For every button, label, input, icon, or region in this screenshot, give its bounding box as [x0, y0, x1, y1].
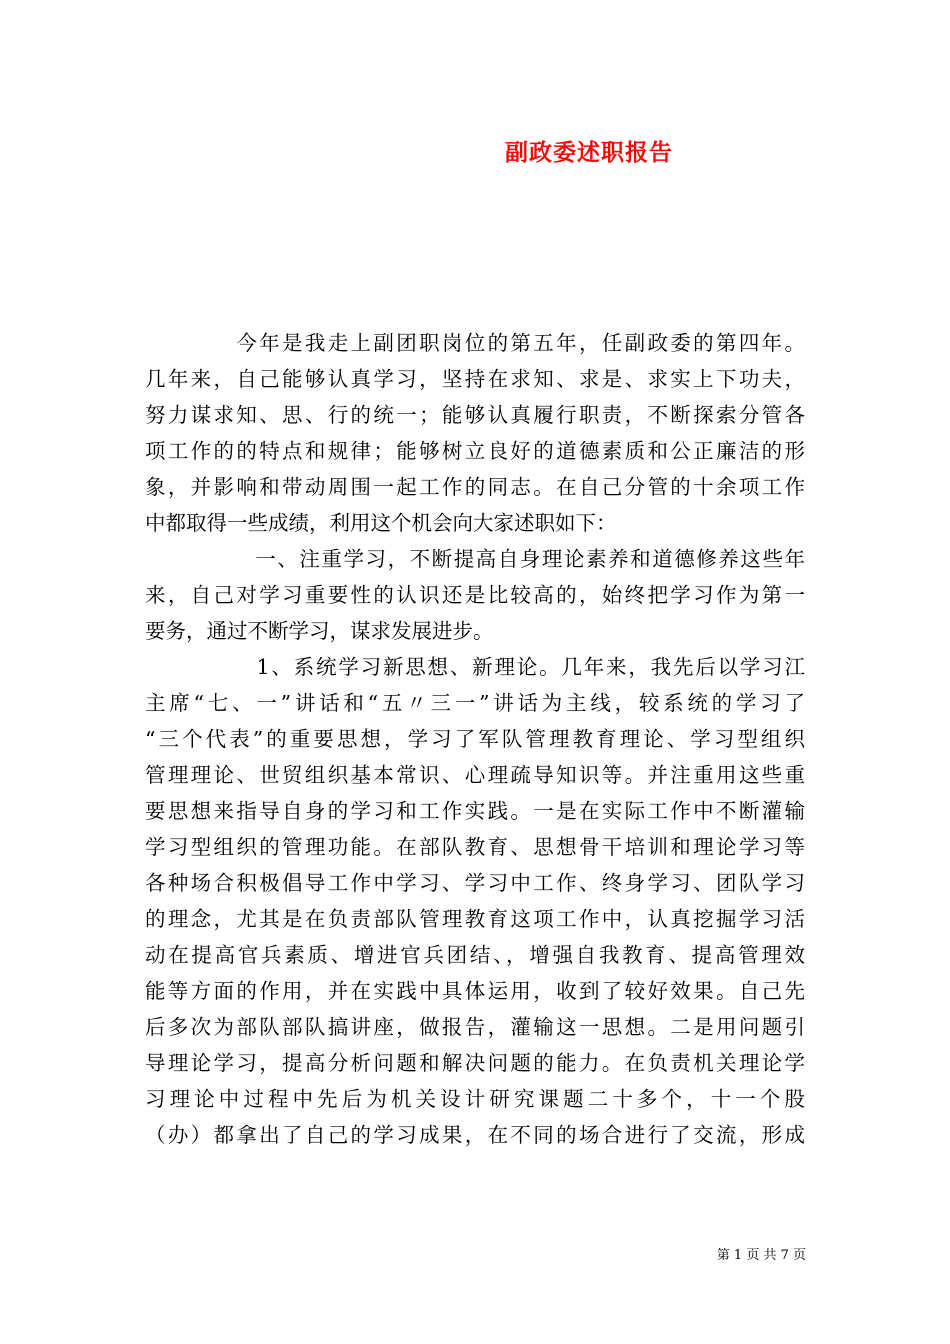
text-line: “三个代表”的重要思想，学习了军队管理教育理论、学习型组织	[145, 727, 805, 751]
text-line: 学习型组织的管理功能。在部队教育、思想骨干培训和理论学习等	[145, 835, 805, 859]
text-line: 1、系统学习新思想、新理论。几年来，我先后以学习江	[145, 655, 805, 679]
text-line: 的理念，尤其是在负责部队管理教育这项工作中，认真挖掘学习活	[145, 907, 805, 931]
text-line: 要思想来指导自身的学习和工作实践。一是在实际工作中不断灌输	[145, 799, 805, 823]
text-line: 中都取得一些成绩，利用这个机会向大家述职如下：	[145, 511, 617, 535]
text-line: 努力谋求知、思、行的统一；能够认真履行职责，不断探索分管各	[145, 403, 805, 427]
text-line: 导理论学习，提高分析问题和解决问题的能力。在负责机关理论学	[145, 1051, 805, 1075]
text-line: 今年是我走上副团职岗位的第五年，任副政委的第四年。	[145, 331, 805, 355]
text-line: 要务，通过不断学习，谋求发展进步。	[145, 619, 494, 643]
text-line: 管理理论、世贸组织基本常识、心理疏导知识等。并注重用这些重	[145, 763, 805, 787]
text-line: 能等方面的作用，并在实践中具体运用，收到了较好效果。自己先	[145, 979, 805, 1003]
text-line: 象，并影响和带动周围一起工作的同志。在自己分管的十余项工作	[145, 475, 805, 499]
text-line: 来，自己对学习重要性的认识还是比较高的，始终把学习作为第一	[145, 583, 805, 607]
document-title: 副政委述职报告	[505, 139, 673, 166]
text-line: 一、注重学习，不断提高自身理论素养和道德修养这些年	[145, 547, 805, 571]
text-line: 各种场合积极倡导工作中学习、学习中工作、终身学习、团队学习	[145, 871, 805, 895]
document-body	[145, 325, 805, 1153]
text-line: 主席“七、一”讲话和“五〃三一”讲话为主线，较系统的学习了	[145, 691, 805, 715]
text-line: 几年来，自己能够认真学习，坚持在求知、求是、求实上下功夫，	[145, 367, 805, 391]
text-line: 项工作的的特点和规律；能够树立良好的道德素质和公正廉洁的形	[145, 439, 805, 463]
text-line: 动在提高官兵素质、增进官兵团结、，增强自我教育、提高管理效	[145, 943, 805, 967]
text-line: 后多次为部队部队搞讲座，做报告，灌输这一思想。二是用问题引	[145, 1015, 805, 1039]
page-number-footer: 第 1 页 共 7 页	[716, 1248, 806, 1263]
text-line: 习理论中过程中先后为机关设计研究课题二十多个，十一个股	[145, 1087, 805, 1111]
text-line: （办）都拿出了自己的学习成果，在不同的场合进行了交流，形成	[145, 1123, 805, 1147]
